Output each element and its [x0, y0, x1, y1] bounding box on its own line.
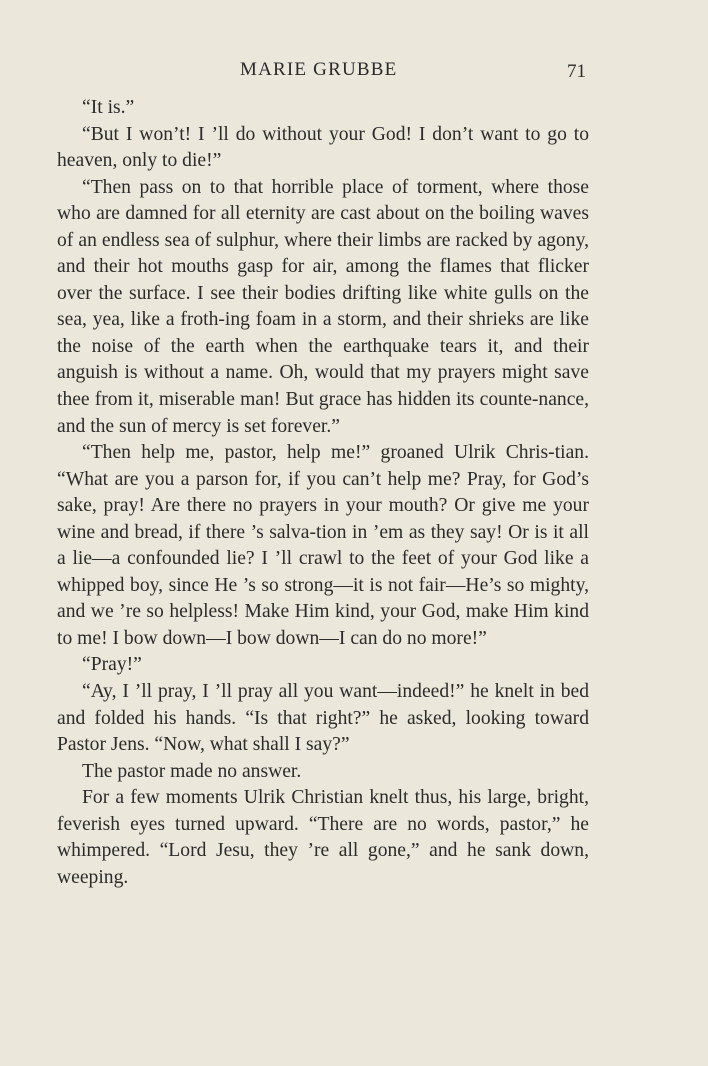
paragraph: “Pray!”	[82, 654, 142, 676]
page-number: 71	[567, 61, 586, 82]
body-text	[57, 95, 589, 891]
running-title: MARIE GRUBBE	[240, 59, 398, 80]
paragraph: “It is.”	[82, 97, 135, 118]
paragraph: “Ay, I ’ll pray, I ’ll pray all you want—indeed!” he knelt in bed and folded his hands. “Is that right?” he asked, looking toward Pastor Jens. “Now, what shall I say?”	[57, 681, 589, 756]
paragraph: For a few moments Ulrik Christian knelt thus, his large, bright, feverish eyes turned upward. “There are no words, pastor,” he whimpered. “Lord Jesu, they ’re all gone,” and he sank down, weeping.	[57, 787, 589, 888]
page-header	[0, 59, 708, 87]
paragraph: “Then help me, pastor, help me!” groaned Ulrik Chris-tian. “What are you a parson for, if you can’t help me? Pray, for God’s sake, pray! Are there no prayers in your mouth? Or give me your wine and bread, if there ’s salva-tion in ’em as they say! Or is it all a lie—a confounded lie? I ’ll crawl to the feet of your God like a whipped boy, since He ’s so strong—it is not fair—He’s so mighty, and we ’re so helpless! Make Him kind, your God, make Him kind to me! I bow down—I bow down—I can do no more!”	[57, 442, 589, 649]
paragraph: The pastor made no answer.	[82, 760, 302, 782]
paragraph: “Then pass on to that horrible place of torment, where those who are damned for all eternity are cast about on the boiling waves of an endless sea of sulphur, where their limbs are racked by agony, and their hot mouths gasp for air, among the flames that flicker over the surface. I see their bodies drifting like white gulls on the sea, yea, like a froth-ing foam in a storm, and their shrieks are like the noise of the earth when the earthquake tears it, and their anguish is without a name. Oh, would that my prayers might save thee from it, miserable man! But grace has hidden its counte-nance, and the sun of mercy is set forever.”	[57, 176, 589, 437]
paragraph: “But I won’t! I ’ll do without your God! I don’t want to go to heaven, only to die!”	[57, 123, 589, 172]
